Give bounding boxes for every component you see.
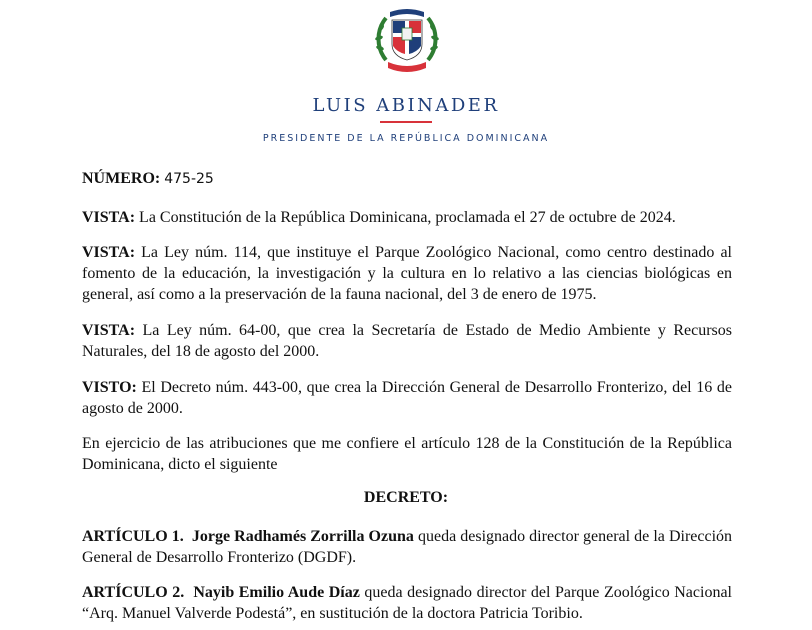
divider bbox=[380, 121, 432, 123]
preamble-paragraph bbox=[82, 433, 732, 475]
consideration-paragraph bbox=[82, 207, 732, 228]
consideration-label: VISTA: bbox=[82, 244, 136, 261]
consideration-paragraph bbox=[82, 242, 732, 305]
president-name: LUIS ABINADER bbox=[312, 95, 500, 116]
article-paragraph bbox=[82, 526, 732, 568]
consideration-text: La Constitución de la República Dominicana, proclamada el 27 de octubre de 2024. bbox=[135, 209, 676, 226]
article-text: queda designado director del Parque Zoológico Nacional “Arq. Manuel Valverde Podestá”, en sustitución de la doctora Patricia Toribio. bbox=[82, 584, 732, 622]
article-label: ARTÍCULO 1. bbox=[82, 528, 184, 545]
consideration-label: VISTA: bbox=[82, 322, 136, 339]
consideration-paragraph bbox=[82, 320, 732, 362]
decree-heading-text: DECRETO: bbox=[363, 489, 449, 506]
consideration-label: VISTA: bbox=[82, 209, 136, 226]
consideration-text: El Decreto núm. 443-00, que crea la Dirección General de Desarrollo Fronterizo, del 16 de agosto de 2000. bbox=[82, 379, 732, 417]
consideration-paragraph bbox=[82, 377, 732, 419]
number-label: NÚMERO: bbox=[82, 170, 161, 187]
article-appointee: Nayib Emilio Aude Díaz bbox=[193, 584, 360, 601]
consideration-text: La Ley núm. 114, que instituye el Parque Zoológico Nacional, como centro destinado al fomento de la educación, la investigación y la cultura en lo relativo a las ciencias biológicas en general, así como a la preservación de la fauna nacional, del 3 de enero de 1975. bbox=[82, 244, 732, 303]
decree-heading bbox=[0, 489, 812, 507]
article-appointee: Jorge Radhamés Zorrilla Ozuna bbox=[191, 528, 414, 545]
article-label: ARTÍCULO 2. bbox=[82, 584, 185, 601]
article-paragraph bbox=[82, 582, 732, 624]
decree-number bbox=[82, 168, 732, 190]
preamble-text: En ejercicio de las atribuciones que me confiere el artículo 128 de la Constitución de la República Dominicana, dicto el siguiente bbox=[82, 435, 732, 473]
article-text: queda designado director general de la Dirección General de Desarrollo Fronterizo (DGDF). bbox=[82, 528, 733, 566]
president-title: PRESIDENTE DE LA REPÚBLICA DOMINICANA bbox=[262, 133, 550, 144]
coat-of-arms-icon bbox=[372, 4, 442, 76]
number-value: 475-25 bbox=[164, 171, 214, 187]
consideration-label: VISTO: bbox=[82, 379, 137, 396]
consideration-text: La Ley núm. 64-00, que crea la Secretaría de Estado de Medio Ambiente y Recursos Naturales, del 18 de agosto del 2000. bbox=[82, 322, 732, 360]
